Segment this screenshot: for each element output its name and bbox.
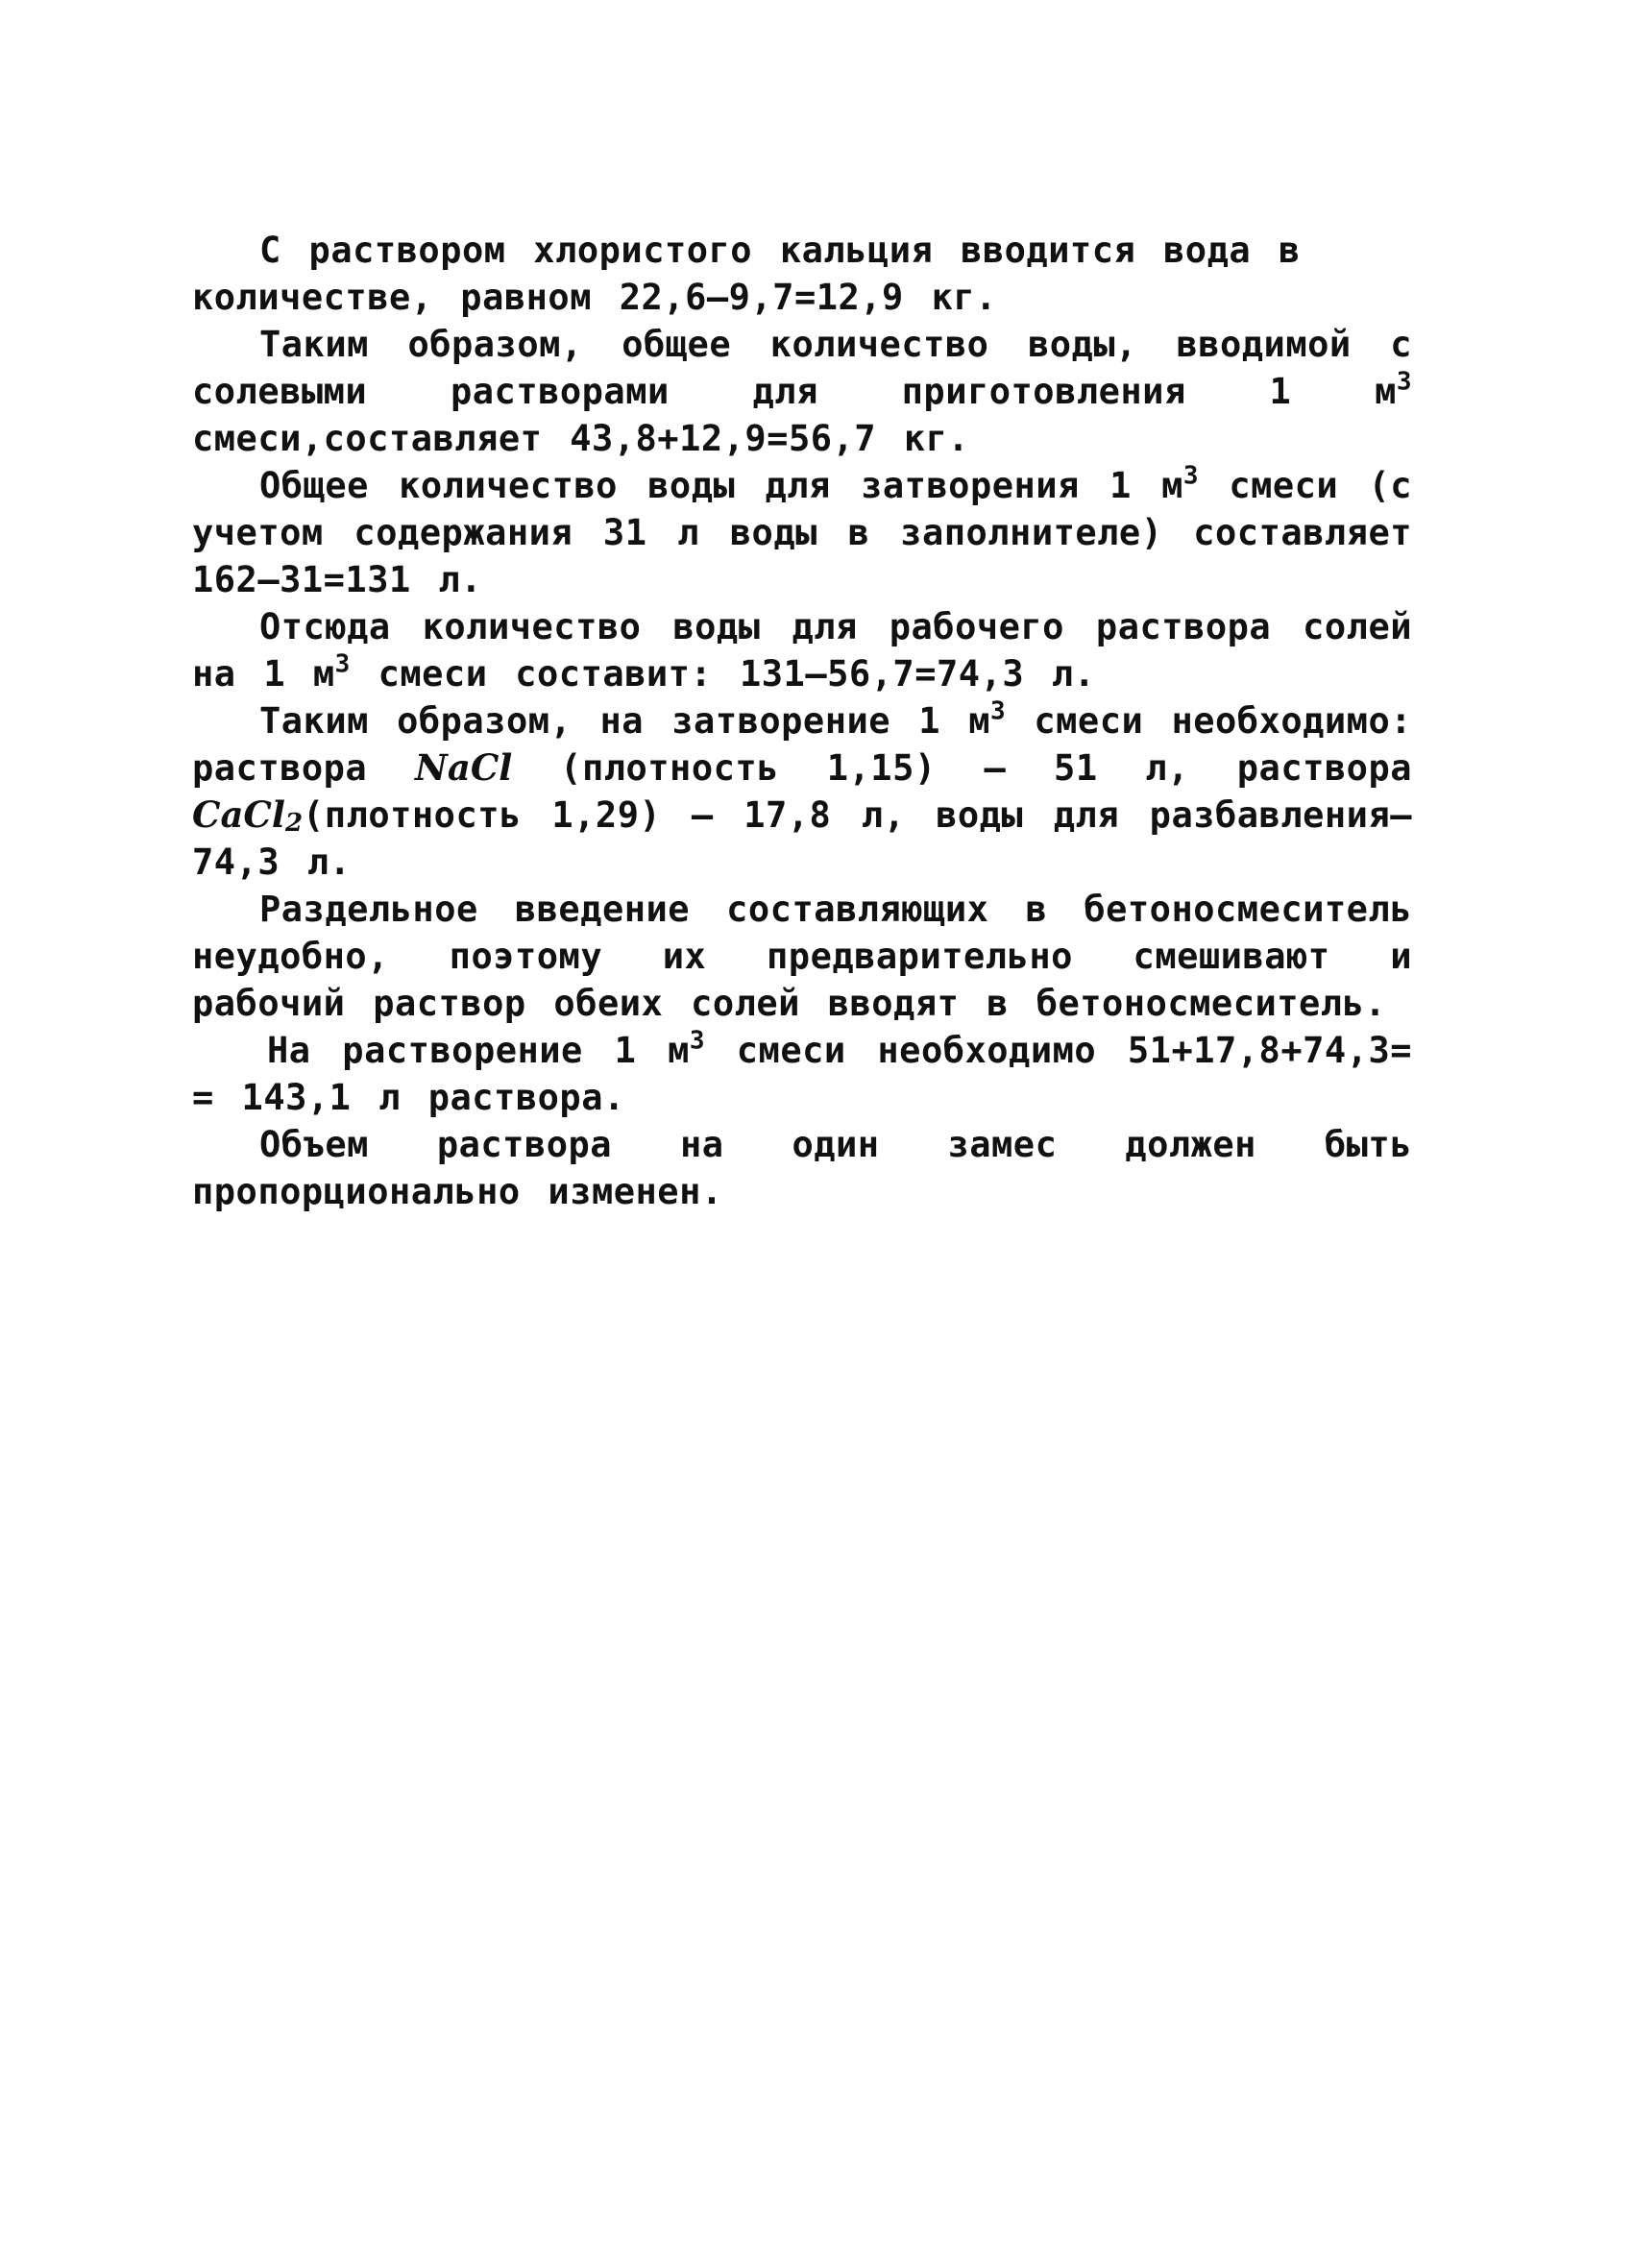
document-body xyxy=(192,227,1412,1215)
formula-subscript: 2 xyxy=(284,808,304,838)
paragraph-mixing-requirements xyxy=(192,697,1412,886)
paragraph-text: Раздельное введение составляющих в бетоносмеситель неудобно, поэтому их предварительно смешивают и рабочий раствор обеих солей вводят в бетоносмеситель. xyxy=(192,889,1412,1024)
paragraph-text: (плотность 1,15) – 51 л, раствора xyxy=(512,747,1412,789)
paragraph-text: (плотность 1,29) – 17,8 л, воды для разбавления–74,3 л. xyxy=(192,794,1412,883)
paragraph-text: На растворение 1 м xyxy=(267,1030,690,1071)
paragraph-text: смеси (с учетом содержания 31 л воды в заполнителе) составляет 162–31=131 л. xyxy=(192,465,1412,600)
paragraph-total-salt-water xyxy=(192,321,1412,462)
paragraph-text: Таким образом, на затворение 1 м xyxy=(259,700,991,742)
paragraph-text: Объем раствора на один замес должен быть пропорционально изменен. xyxy=(192,1124,1412,1212)
paragraph-line: С раствором хлористого кальция вводится вода в xyxy=(259,230,1301,271)
paragraph-batch-volume xyxy=(192,1121,1412,1215)
superscript-cube: 3 xyxy=(689,1026,706,1056)
paragraph-text: Отсюда количество воды для рабочего раствора солей на 1 м xyxy=(192,606,1412,695)
superscript-cube: 3 xyxy=(334,649,351,679)
paragraph-text: Таким образом, общее количество воды, вводимой с солевыми растворами для приготовления 1 м xyxy=(192,324,1412,412)
paragraph-line: количестве, равном 22,6–9,7=12,9 кг. xyxy=(192,277,997,318)
paragraph-total-mixing-water xyxy=(192,462,1412,603)
superscript-cube: 3 xyxy=(990,696,1007,726)
paragraph-text: смеси составит: 131–56,7=74,3 л. xyxy=(350,653,1096,695)
paragraph-calcium-chloride-water xyxy=(192,227,1412,321)
paragraph-text: смеси необходимо: раствора xyxy=(192,700,1413,789)
paragraph-dissolution-total xyxy=(192,1027,1412,1121)
paragraph-text: смеси,составляет 43,8+12,9=56,7 кг. xyxy=(192,418,970,459)
formula-nacl: NaCl xyxy=(415,746,513,789)
paragraph-separate-introduction xyxy=(192,886,1412,1027)
paragraph-text: смеси необходимо 51+17,8+74,3= = 143,1 л раствора. xyxy=(192,1030,1412,1118)
paragraph-text: Общее количество воды для затворения 1 м xyxy=(259,465,1183,506)
formula-base: CaCl xyxy=(192,793,285,836)
superscript-cube: 3 xyxy=(1396,367,1412,397)
formula-cacl2 xyxy=(192,793,303,836)
paragraph-working-solution-water xyxy=(192,603,1412,697)
superscript-cube: 3 xyxy=(1182,461,1200,491)
